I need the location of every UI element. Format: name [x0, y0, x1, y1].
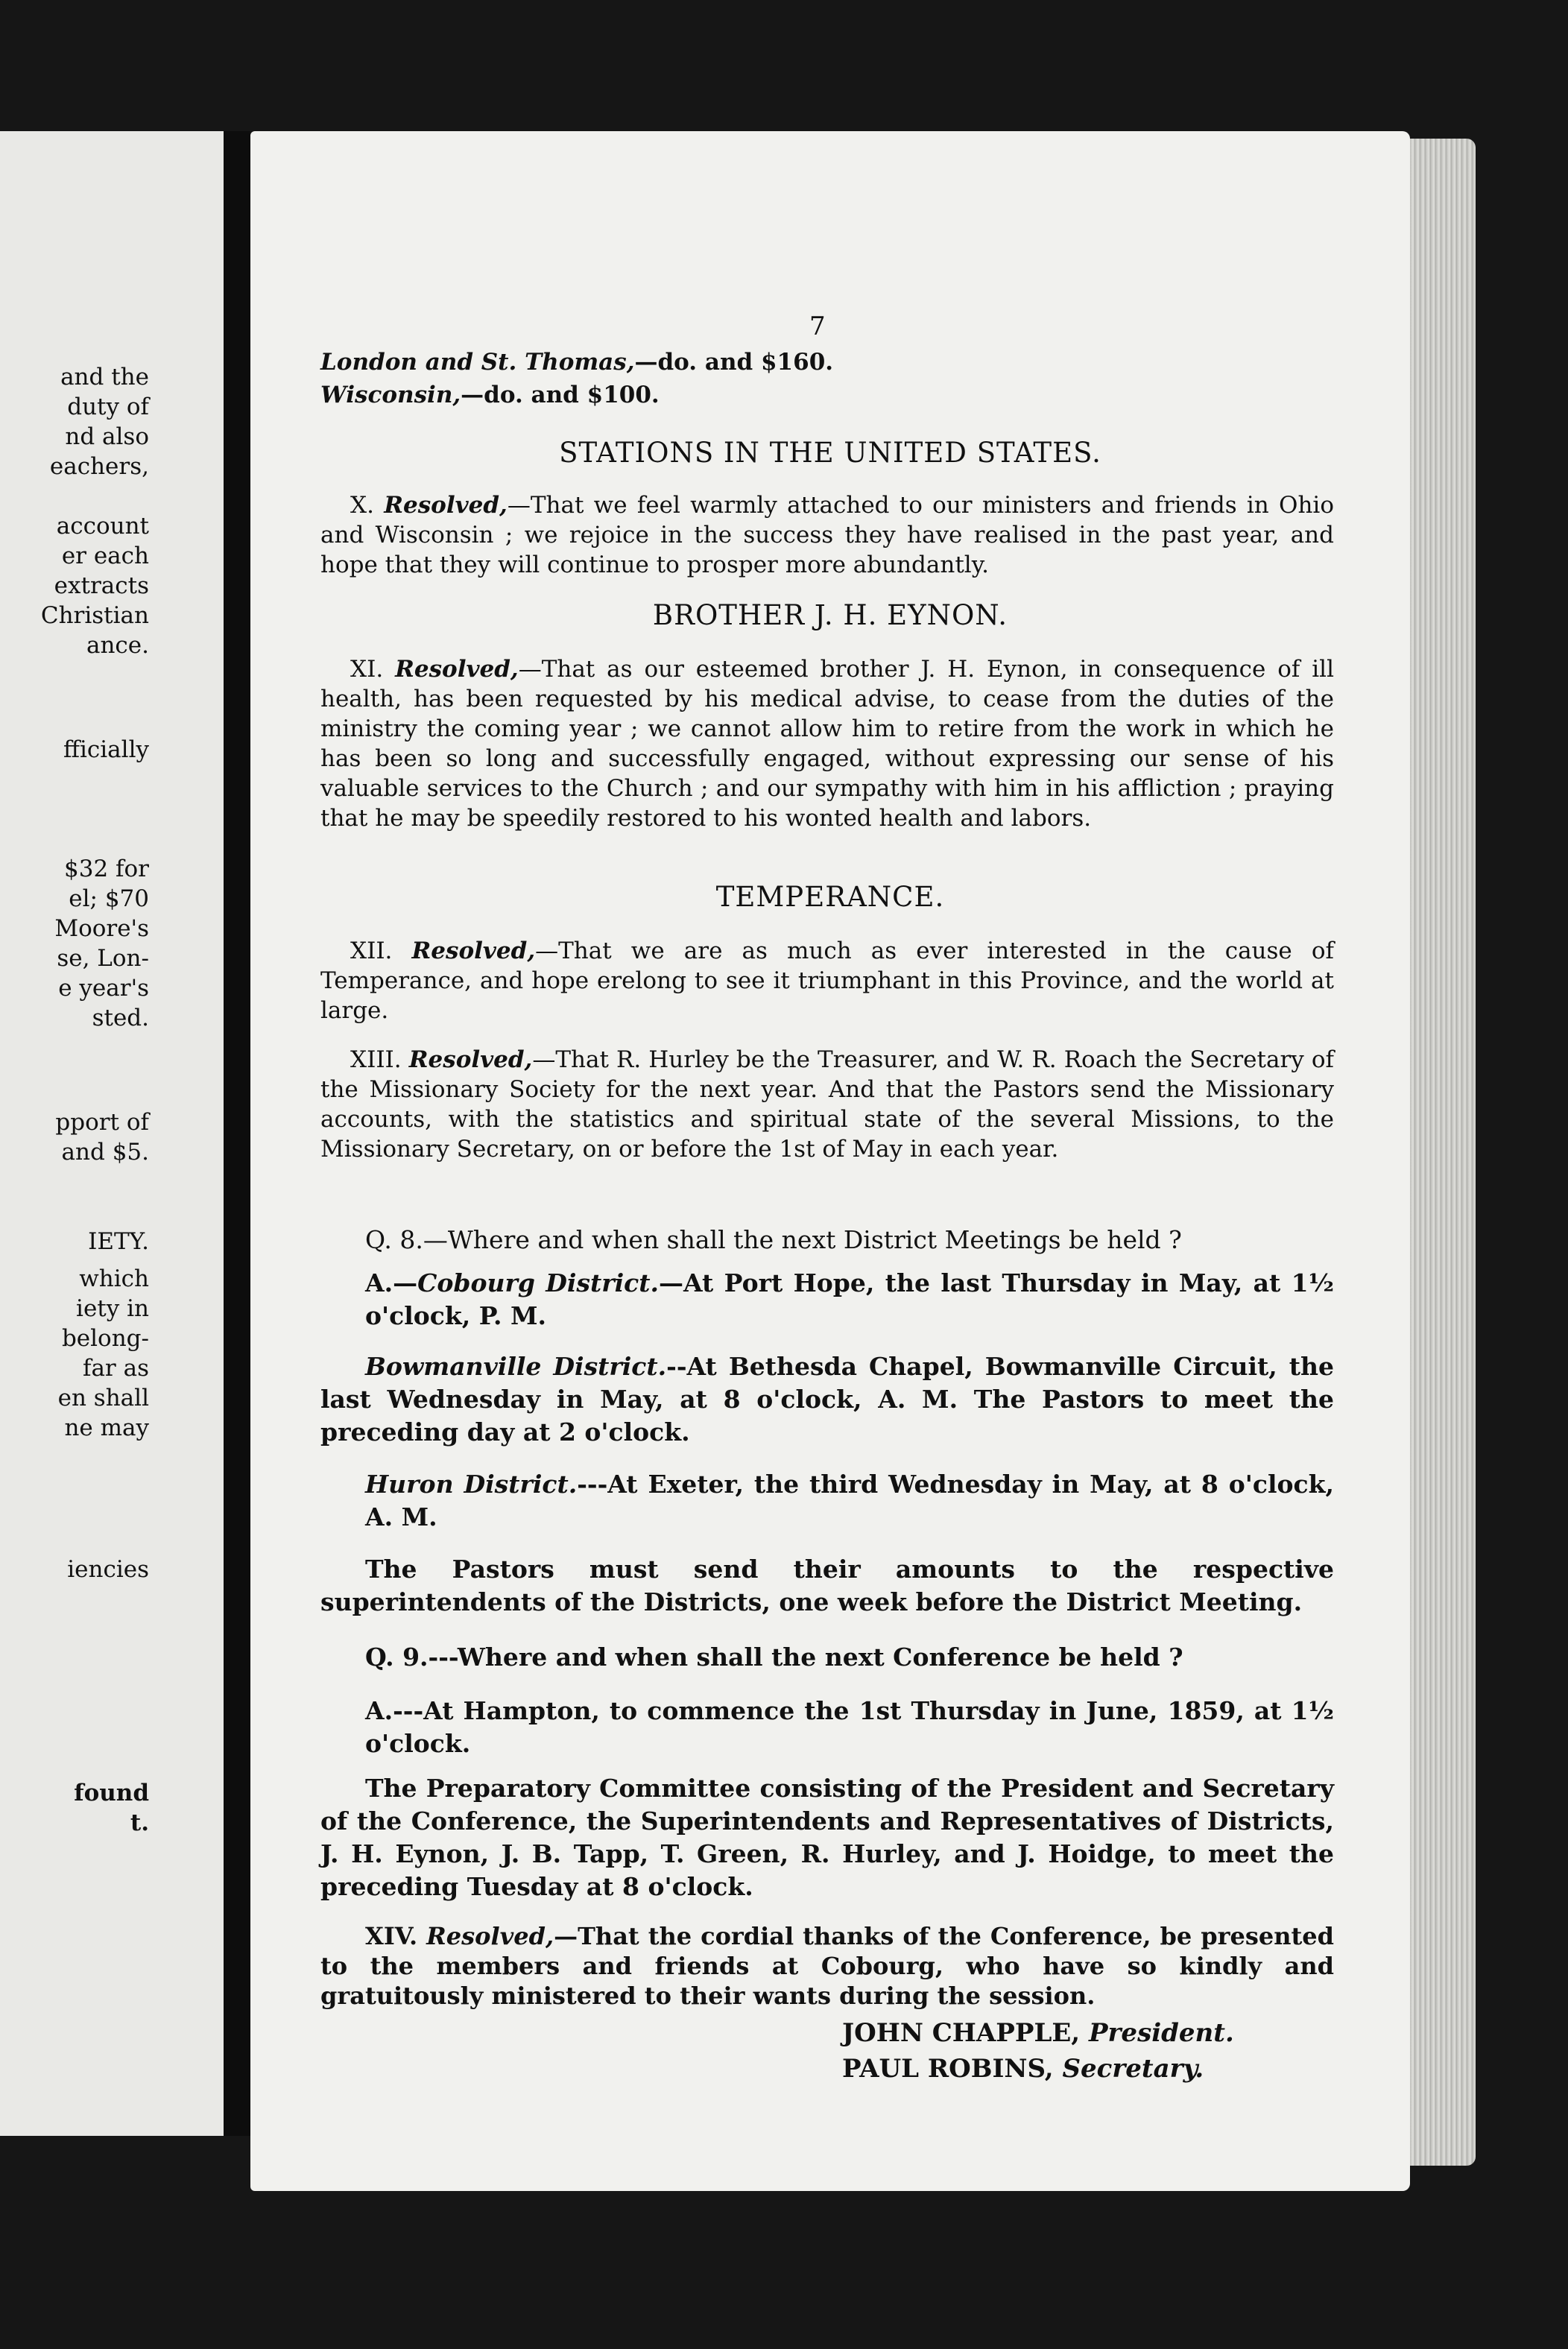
resolution-text: —That we feel warmly attached to our ministers and friends in Ohio and Wisconsin ; we rejoice in the success they have realised in the past year, and hope that they will continue to prosper more abundantly.	[320, 492, 1335, 578]
left-page-line: e year's	[58, 975, 149, 1002]
district-label: Bowmanville District.	[365, 1352, 667, 1381]
left-page-line: duty of	[67, 393, 149, 420]
left-page-line: account	[56, 513, 149, 540]
wisconsin-line	[320, 380, 660, 410]
left-page-line: $32 for	[64, 856, 149, 882]
answer-9: A.---At Hampton, to commence the 1st Thursday in June, 1859, at 1½ o'clock.	[365, 1696, 1334, 1758]
left-page-line: iencies	[67, 1556, 149, 1583]
left-page-line: ne may	[64, 1414, 149, 1441]
wisconsin-label: Wisconsin,	[320, 382, 461, 408]
resolution-label: Resolved,	[395, 656, 519, 683]
left-page-line: Christian	[40, 602, 149, 629]
left-page-line: nd also	[65, 423, 149, 450]
answer-prefix: A.—	[365, 1268, 418, 1297]
resolution-number: XIV.	[365, 1922, 418, 1950]
left-page-line: pport of	[55, 1109, 149, 1136]
district-text: —At Port Hope, the last Thursday in May, at 1½ o'clock, P. M.	[365, 1268, 1335, 1330]
left-page-line: IETY.	[88, 1228, 149, 1255]
resolution-xiv	[320, 1921, 1334, 2011]
left-page	[0, 131, 228, 2136]
resolution-text: —That the cordial thanks of the Conference, be presented to the members and friends at Cobourg, who have so kindly and gratuitously ministered to their wants during the session.	[320, 1922, 1335, 2010]
left-page-line: se, Lon-	[57, 945, 149, 972]
signature-president	[842, 2018, 1234, 2048]
book-gutter	[224, 131, 250, 2136]
left-page-line: t.	[130, 1809, 149, 1836]
resolution-text: —That we are as much as ever interested in the cause of Temperance, and hope erelong to see it triumphant in this Province, and the world at large.	[320, 938, 1334, 1024]
resolution-number: XI.	[350, 656, 384, 683]
left-page-line: el; $70	[69, 885, 149, 912]
question-9: Q. 9.---Where and when shall the next Conference be held ?	[365, 1643, 1183, 1672]
huron-district	[320, 1468, 1334, 1534]
left-page-line: found	[74, 1780, 149, 1806]
left-page-line: and the	[60, 364, 149, 391]
signature-secretary	[842, 2054, 1204, 2084]
preparatory-committee: The Preparatory Committee consisting of the President and Secretary of the Conference, the Superintendents and Representatives of Districts, J. H. Eynon, J. B. Tapp, T. Green, R. Hurley, and J. Hoidge, to meet the preceding Tuesday at 8 o'clock.	[320, 1774, 1334, 1901]
resolution-x	[320, 490, 1334, 580]
left-page-line: Moore's	[54, 915, 149, 942]
left-page-line: ance.	[86, 632, 149, 659]
left-page-line: extracts	[54, 572, 149, 599]
left-page-line: fficially	[63, 736, 149, 763]
wisconsin-text: —do. and $100.	[461, 382, 660, 408]
signature-name: JOHN CHAPPLE,	[842, 2018, 1081, 2048]
page-number: 7	[809, 312, 826, 341]
resolution-text: —That R. Hurley be the Treasurer, and W. R. Roach the Secretary of the Missionary Society for the next year. And that the Pastors send the Missionary accounts, with the statistics and spiritual state of the several Missions, to the Missionary Secretary, on or before the 1st of May in each year.	[320, 1046, 1334, 1163]
resolution-label: Resolved,	[408, 1046, 533, 1073]
london-label: London and St. Thomas,	[320, 349, 635, 376]
district-label: Huron District.	[365, 1470, 578, 1499]
left-page-line: en shall	[57, 1385, 149, 1411]
resolution-xi	[320, 654, 1334, 833]
resolution-label: Resolved,	[384, 492, 508, 519]
stations-heading: STATIONS IN THE UNITED STATES.	[559, 437, 1101, 469]
left-page-line: er each	[61, 543, 149, 569]
page-edge	[1410, 139, 1476, 2166]
resolution-number: XIII.	[350, 1046, 402, 1073]
district-label: Cobourg District.	[417, 1268, 660, 1297]
district-text: ---At Exeter, the third Wednesday in May, at 8 o'clock, A. M.	[365, 1470, 1334, 1531]
resolution-number: X.	[350, 492, 374, 519]
pastors-note: The Pastors must send their amounts to the respective superintendents of the Districts, one week before the District Meeting.	[320, 1555, 1334, 1616]
resolution-xiii	[320, 1045, 1334, 1164]
london-line	[320, 347, 833, 377]
resolution-label: Resolved,	[411, 938, 536, 964]
left-page-line: and $5.	[61, 1139, 149, 1166]
resolution-number: XII.	[350, 938, 393, 964]
bowmanville-district	[320, 1350, 1334, 1449]
signature-title: President.	[1088, 2018, 1234, 2048]
left-page-line: belong-	[61, 1325, 149, 1352]
signature-title: Secretary.	[1062, 2054, 1204, 2084]
resolution-label: Resolved,	[426, 1922, 554, 1950]
resolution-xii	[320, 936, 1334, 1025]
eynon-heading: BROTHER J. H. EYNON.	[652, 599, 1008, 631]
signature-name: PAUL ROBINS,	[842, 2054, 1054, 2084]
resolution-text: —That as our esteemed brother J. H. Eynon, in consequence of ill health, has been requested by his medical advise, to cease from the duties of the ministry the coming year ; we cannot allow him to retire from the work in which he has been so long and successfully engaged, without expressing our sense of his valuable services to the Church ; and our sympathy with him in his affliction ; praying that he may be speedily restored to his wonted health and labors.	[320, 656, 1335, 832]
left-page-line: iety in	[76, 1295, 149, 1322]
left-page-line: eachers,	[49, 453, 149, 480]
london-text: —do. and $160.	[634, 349, 834, 376]
temperance-heading: TEMPERANCE.	[715, 881, 945, 913]
district-text: --At Bethesda Chapel, Bowmanville Circuit, the last Wednesday in May, at 8 o'clock, A. M. The Pastors to meet the preceding day at 2 o'clock.	[320, 1352, 1334, 1447]
left-page-line: which	[79, 1265, 149, 1292]
left-page-line: far as	[82, 1355, 149, 1382]
left-page-line: sted.	[92, 1005, 149, 1031]
question-8: Q. 8.—Where and when shall the next District Meetings be held ?	[365, 1225, 1182, 1254]
answer-8-cobourg	[320, 1267, 1334, 1332]
